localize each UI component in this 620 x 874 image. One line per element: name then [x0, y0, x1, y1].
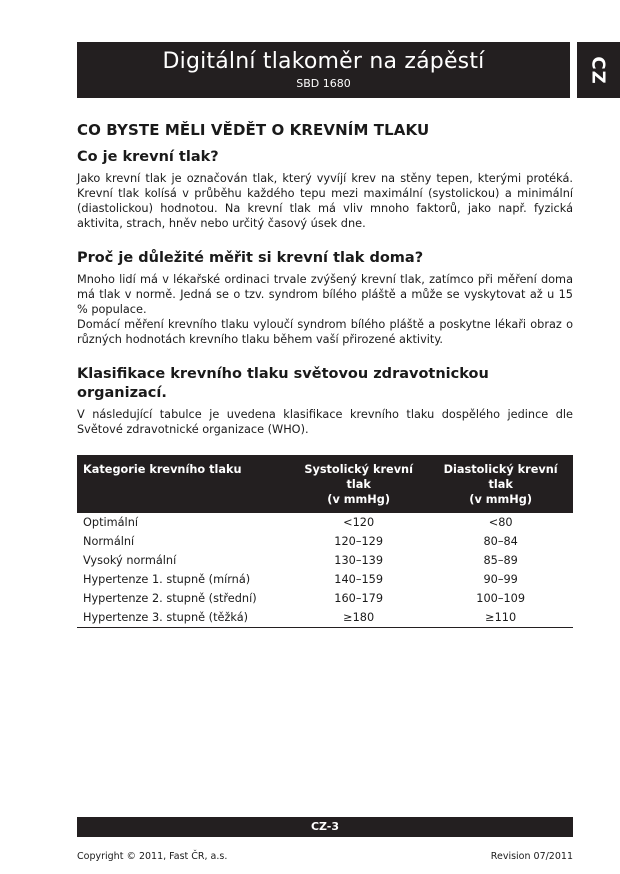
- revision-label: Revision 07/2011: [490, 851, 573, 862]
- cell-diastolic: 80–84: [483, 535, 518, 548]
- page-number: CZ-3: [310, 820, 340, 833]
- table-row: [77, 532, 573, 551]
- header-label: Kategorie krevního tlaku: [83, 463, 242, 476]
- table-header-systolic: [289, 455, 428, 513]
- copyright-notice: Copyright © 2011, Fast ČR, a.s.: [77, 851, 228, 862]
- header-unit: (v mmHg): [327, 493, 391, 506]
- cell-systolic: 130–139: [334, 554, 384, 567]
- table-row: [77, 570, 573, 589]
- cell-category: Vysoký normální: [83, 554, 177, 567]
- table-row: [77, 608, 573, 628]
- section-paragraph: Jako krevní tlak je označován tlak, který vyvíjí krev na stěny tepen, kterými protéká. Krevní tlak kolísá v průběhu každého tepu mezi maximální (systolickou) a minimální (diastolickou) hodnotou. Na krevní tlak má vliv mnoho faktorů, jako např. fyzická aktivita, strach, hněv nebo určitý časový úsek dne.: [77, 172, 573, 230]
- table-header-row: [77, 455, 573, 513]
- cell-systolic: ≥180: [289, 608, 428, 628]
- header-unit: (v mmHg): [469, 493, 533, 506]
- header-label: Systolický krevní tlak: [304, 463, 413, 491]
- cell-category: Hypertenze 2. stupně (střední): [83, 592, 257, 605]
- table-header-category: [77, 455, 289, 513]
- table-row: [77, 513, 573, 532]
- cell-diastolic: <80: [488, 516, 513, 529]
- page-number-bar: [77, 817, 573, 837]
- cell-diastolic: 90–99: [483, 573, 518, 586]
- main-heading: CO BYSTE MĚLI VĚDĚT O KREVNÍM TLAKU: [77, 121, 430, 139]
- bp-classification-table: [77, 455, 573, 628]
- page-title: Digitální tlakoměr na zápěstí: [162, 49, 485, 74]
- cell-systolic: 160–179: [334, 592, 384, 605]
- language-tab: [577, 42, 620, 98]
- section-paragraph: Domácí měření krevního tlaku vyloučí syndrom bílého pláště a poskytne lékaři obraz o různých hodnotách krevního tlaku během vaší přirozené aktivity.: [77, 318, 573, 346]
- section-heading-why-measure: Proč je důležité měřit si krevní tlak doma?: [77, 250, 424, 266]
- language-tab-label: CZ: [587, 55, 609, 85]
- header-bar: [77, 42, 570, 98]
- cell-category: Normální: [83, 535, 135, 548]
- section-paragraph: V následující tabulce je uvedena klasifikace krevního tlaku dospělého jedince dle Světové zdravotnické organizace (WHO).: [77, 408, 573, 436]
- cell-category: Hypertenze 1. stupně (mírná): [83, 573, 251, 586]
- cell-systolic: 140–159: [334, 573, 384, 586]
- table-header-diastolic: [428, 455, 573, 513]
- model-number: SBD 1680: [296, 77, 351, 90]
- cell-category: Optimální: [83, 516, 138, 529]
- cell-diastolic: ≥110: [428, 608, 573, 628]
- header-label: Diastolický krevní tlak: [443, 463, 558, 491]
- cell-systolic: 120–129: [334, 535, 384, 548]
- cell-diastolic: 85–89: [483, 554, 518, 567]
- cell-systolic: <120: [343, 516, 375, 529]
- cell-diastolic: 100–109: [476, 592, 526, 605]
- table-row: [77, 551, 573, 570]
- cell-category: Hypertenze 3. stupně (těžká): [77, 608, 289, 628]
- section-heading-classification: Klasifikace krevního tlaku světovou zdravotnickou organizací.: [77, 366, 489, 401]
- section-paragraph: Mnoho lidí má v lékařské ordinaci trvale zvýšený krevní tlak, zatímco při měření doma má tlak v normě. Jedná se o tzv. syndrom bílého pláště a může se vyskytovat až u 15 % populace.: [77, 273, 573, 316]
- document-body: [77, 120, 573, 628]
- table-row: [77, 589, 573, 608]
- section-heading-what-is-bp: Co je krevní tlak?: [77, 149, 219, 165]
